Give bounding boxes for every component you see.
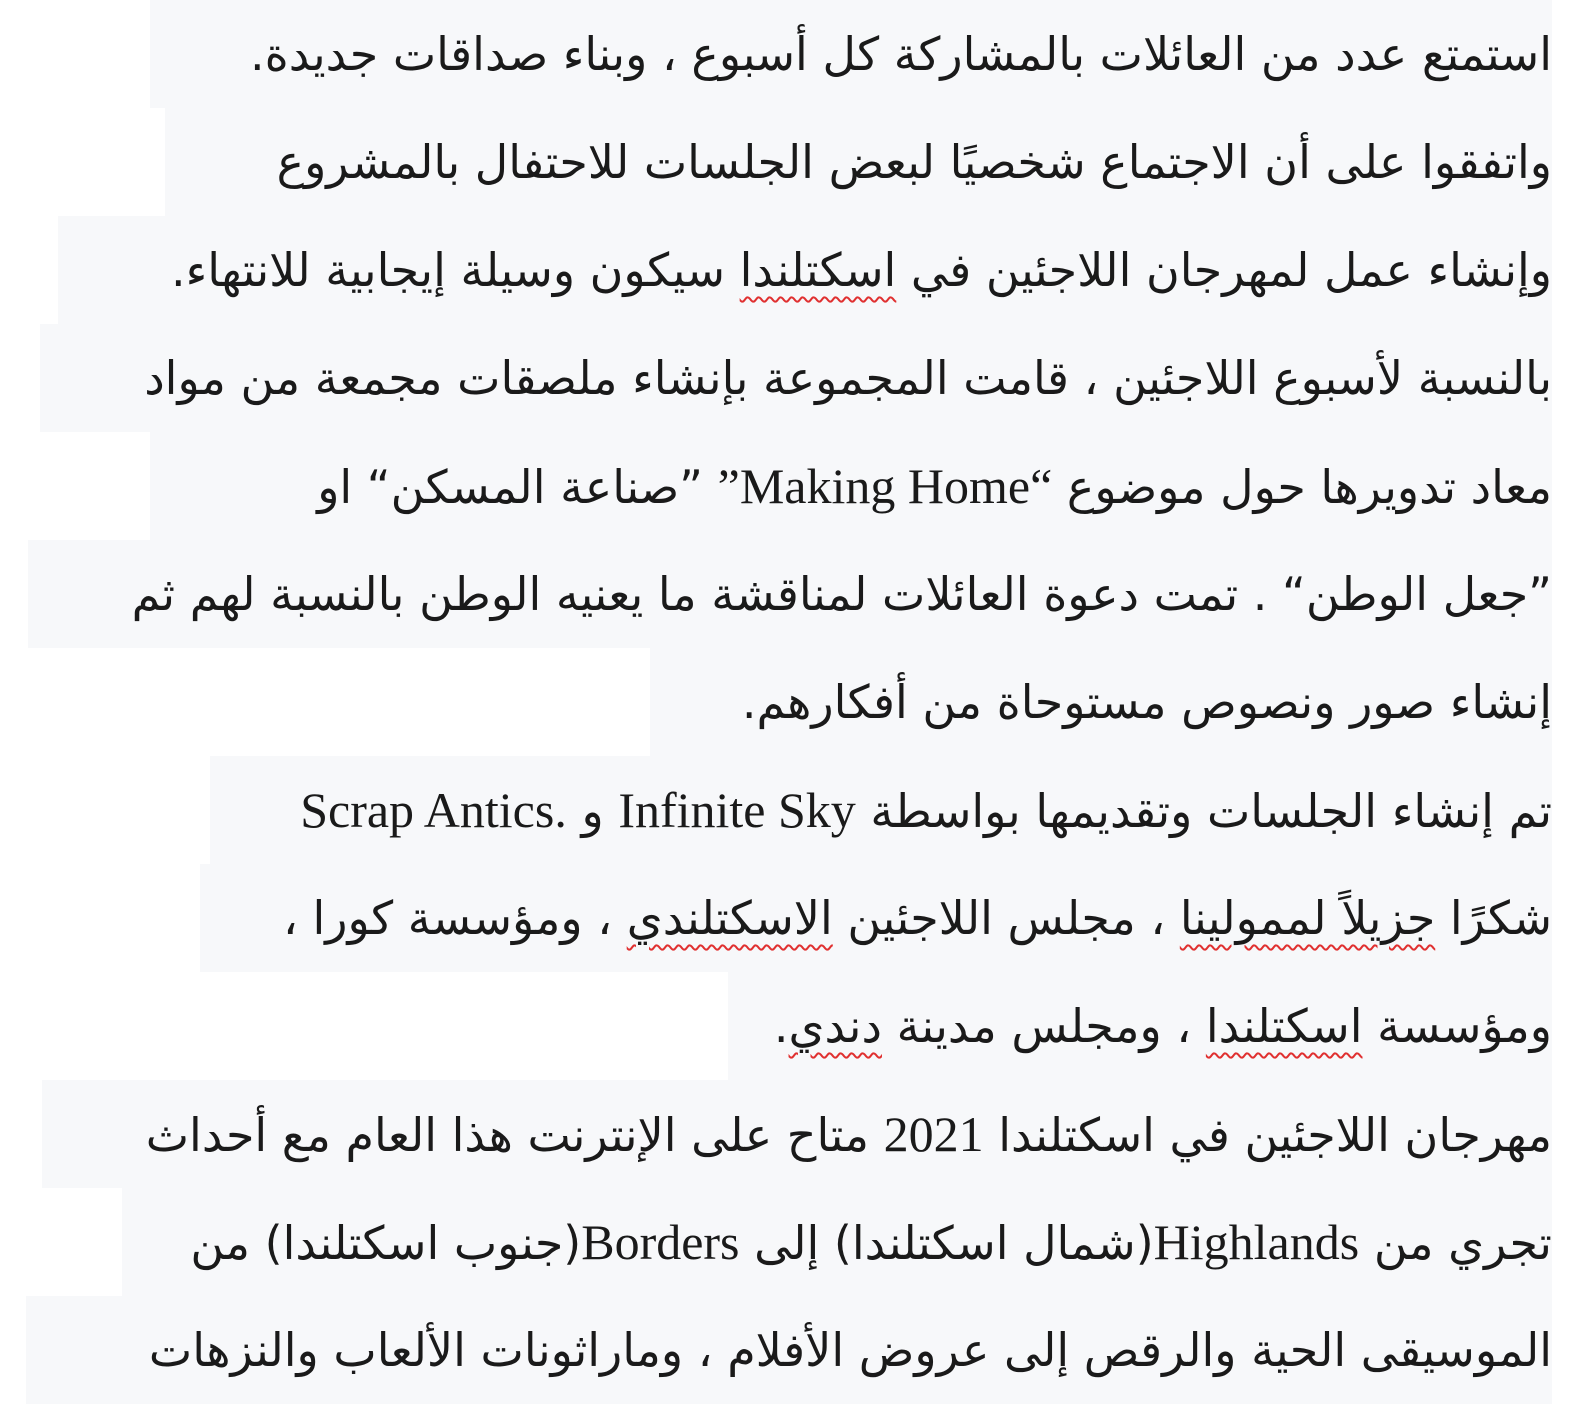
- text-line-10: [728, 972, 1552, 1080]
- line-text: واتفقوا على أن الاجتماع شخصيًا لبعض الجلسات للاحتفال بالمشروع: [276, 135, 1552, 189]
- text-line-6: [28, 540, 1552, 648]
- line-text-post: ، ومؤسسة كورا ،: [283, 891, 627, 945]
- text-line-3: [58, 216, 1552, 324]
- text-line-5: [150, 432, 1552, 540]
- text-line-13: [26, 1296, 1552, 1404]
- text-line-1: [150, 0, 1552, 108]
- text-line-8: [210, 756, 1552, 864]
- line-text-pre: معاد تدويرها حول موضوع: [1052, 460, 1552, 514]
- text-line-9: [200, 864, 1552, 972]
- misspelled-word-2[interactable]: دندي: [788, 999, 882, 1053]
- line-text-post: .: [773, 999, 789, 1053]
- line-text-post: (جنوب اسكتلندا) من: [190, 1216, 582, 1270]
- text-line-7: [650, 648, 1552, 756]
- latin-text: Highlands: [1153, 1214, 1360, 1270]
- line-text-post: متاح على الإنترنت هذا العام مع أحداث: [145, 1108, 884, 1162]
- line-text-mid: ، ومجلس مدينة: [881, 999, 1206, 1053]
- text-line-4: [40, 324, 1552, 432]
- line-text-pre: مهرجان اللاجئين في اسكتلندا: [983, 1108, 1552, 1162]
- line-text-pre: تم إنشاء الجلسات وتقديمها بواسطة: [855, 784, 1552, 838]
- latin-text-2: Borders: [581, 1214, 740, 1270]
- line-text: بالنسبة لأسبوع اللاجئين ، قامت المجموعة بإنشاء ملصقات مجمعة من مواد: [144, 351, 1552, 405]
- latin-text: Infinite Sky: [618, 782, 856, 838]
- line-text-pre: شكرًا: [1435, 891, 1552, 945]
- line-text: استمتع عدد من العائلات بالمشاركة كل أسبوع ، وبناء صداقات جديدة.: [249, 27, 1552, 81]
- latin-text-2: .Scrap Antics: [300, 782, 567, 838]
- misspelled-word-2[interactable]: الاسكتلندي: [626, 891, 833, 945]
- line-text-post: سيكون وسيلة إيجابية للانتهاء.: [171, 243, 740, 297]
- line-text-mid: ، مجلس اللاجئين: [832, 891, 1180, 945]
- text-line-12: [122, 1188, 1552, 1296]
- line-text: إنشاء صور ونصوص مستوحاة من أفكارهم.: [741, 675, 1552, 729]
- line-text-pre: ومؤسسة: [1362, 999, 1552, 1053]
- misspelled-word[interactable]: جزيلاً لممولينا: [1179, 891, 1436, 945]
- text-line-11: [42, 1080, 1552, 1188]
- latin-number: 2021: [883, 1106, 984, 1162]
- line-text-post: ”صناعة المسكن“ او: [317, 460, 718, 514]
- latin-text: “Making Home”: [717, 458, 1053, 514]
- line-text-pre: تجري من: [1359, 1216, 1552, 1270]
- line-text-mid: و: [566, 784, 619, 838]
- line-text-mid: (شمال اسكتلندا) إلى: [739, 1216, 1154, 1270]
- line-text: ”جعل الوطن“ . تمت دعوة العائلات لمناقشة ما يعنيه الوطن بالنسبة لهم ثم: [131, 567, 1552, 621]
- misspelled-word[interactable]: اسكتلندا: [1205, 999, 1363, 1053]
- misspelled-word[interactable]: اسكتلندا: [739, 243, 897, 297]
- line-text-pre: وإنشاء عمل لمهرجان اللاجئين في: [896, 243, 1552, 297]
- line-text: الموسيقى الحية والرقص إلى عروض الأفلام ، وماراثونات الألعاب والنزهات: [148, 1323, 1552, 1377]
- text-line-2: [165, 108, 1552, 216]
